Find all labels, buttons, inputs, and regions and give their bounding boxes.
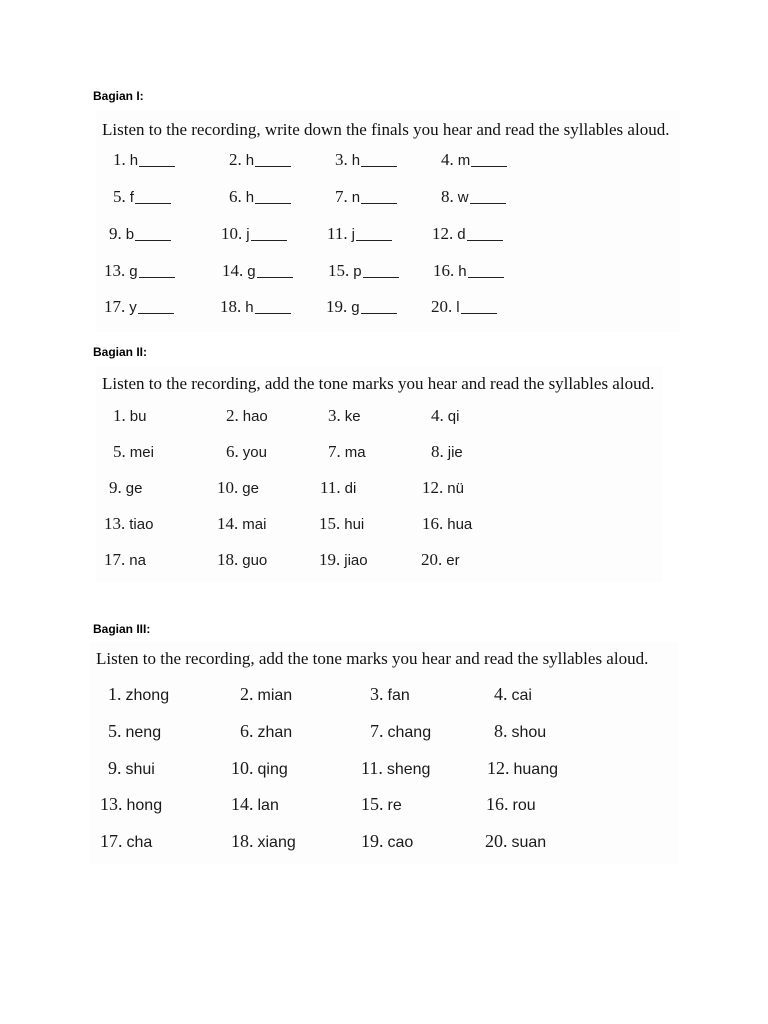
exercise-item bbox=[433, 261, 504, 281]
exercise-item bbox=[487, 758, 558, 779]
answer-blank[interactable] bbox=[257, 276, 293, 278]
exercise-item bbox=[485, 831, 546, 852]
exercise-item bbox=[361, 758, 430, 779]
item-syllable: ke bbox=[344, 408, 361, 425]
exercise-item bbox=[109, 224, 171, 244]
item-syllable: j bbox=[351, 226, 355, 243]
item-syllable: sheng bbox=[386, 761, 431, 778]
answer-blank[interactable] bbox=[361, 202, 397, 204]
answer-blank[interactable] bbox=[471, 165, 507, 167]
item-syllable: shou bbox=[511, 724, 547, 741]
exercise-item bbox=[431, 297, 497, 317]
item-number: 4. bbox=[441, 150, 454, 169]
answer-blank[interactable] bbox=[356, 239, 392, 241]
item-syllable: cao bbox=[387, 834, 414, 851]
exercise-item bbox=[319, 514, 364, 534]
exercise-item bbox=[220, 297, 291, 317]
item-number: 20. bbox=[485, 831, 508, 851]
exercise-item bbox=[441, 187, 506, 207]
exercise-item bbox=[100, 794, 162, 815]
item-syllable: m bbox=[457, 152, 471, 169]
item-syllable: mai bbox=[242, 516, 267, 533]
item-syllable: fan bbox=[387, 687, 410, 704]
item-syllable: qi bbox=[447, 408, 460, 425]
item-syllable: f bbox=[129, 189, 134, 206]
exercise-item bbox=[319, 550, 368, 570]
exercise-item bbox=[226, 406, 268, 426]
item-syllable: hui bbox=[344, 516, 365, 533]
exercise-item bbox=[240, 684, 292, 705]
answer-blank[interactable] bbox=[255, 202, 291, 204]
item-syllable: n bbox=[351, 189, 361, 206]
exercise-item bbox=[100, 831, 152, 852]
exercise-item bbox=[113, 442, 154, 462]
item-syllable: hua bbox=[447, 516, 473, 533]
item-syllable: tiao bbox=[129, 516, 154, 533]
exercise-item bbox=[113, 406, 146, 426]
item-number: 6. bbox=[229, 187, 242, 206]
exercise-row bbox=[0, 224, 768, 248]
item-number: 19. bbox=[326, 297, 348, 316]
item-syllable: guo bbox=[242, 552, 268, 569]
exercise-row bbox=[0, 478, 768, 502]
exercise-item bbox=[441, 150, 507, 170]
exercise-item bbox=[231, 794, 279, 815]
item-syllable: p bbox=[353, 263, 362, 280]
answer-blank[interactable] bbox=[467, 239, 503, 241]
exercise-item bbox=[217, 478, 259, 498]
item-number: 17. bbox=[104, 297, 126, 316]
item-number: 4. bbox=[494, 684, 508, 704]
exercise-row bbox=[0, 550, 768, 574]
item-syllable: cai bbox=[511, 687, 532, 704]
item-syllable: h bbox=[245, 189, 255, 206]
item-syllable: re bbox=[387, 797, 402, 814]
item-syllable: suan bbox=[511, 834, 547, 851]
exercise-item bbox=[109, 478, 142, 498]
item-syllable: b bbox=[125, 226, 135, 243]
item-syllable: cha bbox=[126, 834, 153, 851]
exercise-item bbox=[217, 514, 266, 534]
answer-blank[interactable] bbox=[461, 312, 497, 314]
exercise-item bbox=[370, 721, 431, 742]
item-number: 7. bbox=[335, 187, 348, 206]
exercise-row bbox=[0, 442, 768, 466]
item-syllable: bu bbox=[129, 408, 147, 425]
section-2-title: Bagian II: bbox=[93, 345, 148, 359]
item-number: 11. bbox=[361, 758, 383, 778]
item-number: 9. bbox=[109, 478, 122, 497]
exercise-item bbox=[335, 150, 397, 170]
item-number: 3. bbox=[335, 150, 348, 169]
exercise-item bbox=[226, 442, 267, 462]
item-number: 10. bbox=[231, 758, 254, 778]
exercise-item bbox=[108, 721, 161, 742]
exercise-item bbox=[328, 261, 399, 281]
item-syllable: huang bbox=[513, 761, 558, 778]
item-syllable: neng bbox=[125, 724, 162, 741]
exercise-row bbox=[0, 150, 768, 174]
exercise-row bbox=[0, 721, 768, 745]
exercise-item bbox=[326, 297, 397, 317]
exercise-item bbox=[361, 794, 402, 815]
exercise-item bbox=[494, 684, 532, 705]
exercise-item bbox=[328, 406, 361, 426]
item-syllable: nü bbox=[447, 480, 464, 497]
item-number: 12. bbox=[422, 478, 444, 497]
item-number: 10. bbox=[217, 478, 239, 497]
exercise-item bbox=[328, 442, 366, 462]
exercise-item bbox=[231, 758, 288, 779]
answer-blank[interactable] bbox=[255, 312, 291, 314]
exercise-item bbox=[229, 150, 291, 170]
item-syllable: h bbox=[129, 152, 139, 169]
exercise-row bbox=[0, 261, 768, 285]
item-number: 5. bbox=[113, 442, 126, 461]
item-syllable: w bbox=[457, 189, 469, 206]
exercise-item bbox=[422, 478, 464, 498]
exercise-item bbox=[327, 224, 392, 244]
exercise-item bbox=[104, 297, 174, 317]
item-syllable: lan bbox=[257, 797, 279, 814]
answer-blank[interactable] bbox=[361, 312, 397, 314]
answer-blank[interactable] bbox=[470, 202, 506, 204]
exercise-item bbox=[221, 224, 287, 244]
item-number: 14. bbox=[222, 261, 244, 280]
item-number: 3. bbox=[370, 684, 384, 704]
item-number: 16. bbox=[422, 514, 444, 533]
exercise-row bbox=[0, 794, 768, 818]
item-number: 20. bbox=[431, 297, 453, 316]
item-syllable: h bbox=[245, 152, 255, 169]
item-number: 8. bbox=[494, 721, 508, 741]
exercise-item bbox=[240, 721, 292, 742]
item-number: 1. bbox=[113, 150, 126, 169]
answer-blank[interactable] bbox=[139, 165, 175, 167]
item-syllable: shui bbox=[125, 761, 155, 778]
item-syllable: jie bbox=[447, 444, 463, 461]
exercise-item bbox=[113, 187, 171, 207]
exercise-item bbox=[108, 684, 169, 705]
item-number: 9. bbox=[108, 758, 122, 778]
item-syllable: hong bbox=[126, 797, 163, 814]
answer-blank[interactable] bbox=[135, 239, 171, 241]
item-number: 14. bbox=[231, 794, 254, 814]
answer-blank[interactable] bbox=[138, 312, 174, 314]
item-number: 19. bbox=[361, 831, 384, 851]
item-number: 5. bbox=[108, 721, 122, 741]
item-number: 13. bbox=[104, 514, 126, 533]
answer-blank[interactable] bbox=[468, 276, 504, 278]
item-number: 12. bbox=[432, 224, 454, 243]
item-number: 13. bbox=[104, 261, 126, 280]
item-number: 20. bbox=[421, 550, 443, 569]
item-number: 10. bbox=[221, 224, 243, 243]
item-number: 9. bbox=[109, 224, 122, 243]
item-syllable: qing bbox=[257, 761, 288, 778]
item-number: 8. bbox=[441, 187, 454, 206]
item-syllable: rou bbox=[512, 797, 536, 814]
exercise-item bbox=[104, 261, 175, 281]
item-number: 8. bbox=[431, 442, 444, 461]
item-number: 6. bbox=[226, 442, 239, 461]
item-syllable: d bbox=[457, 226, 466, 243]
exercise-item bbox=[431, 442, 463, 462]
item-syllable: hao bbox=[242, 408, 268, 425]
item-number: 5. bbox=[113, 187, 126, 206]
item-syllable: mian bbox=[257, 687, 293, 704]
item-number: 15. bbox=[361, 794, 384, 814]
item-number: 18. bbox=[231, 831, 254, 851]
item-syllable: zhong bbox=[125, 687, 170, 704]
item-syllable: ma bbox=[344, 444, 366, 461]
section-3-instruction: Listen to the recording, add the tone marks you hear and read the syllables aloud. bbox=[96, 649, 649, 668]
item-syllable: j bbox=[246, 226, 250, 243]
item-number: 2. bbox=[240, 684, 254, 704]
exercise-row bbox=[0, 514, 768, 538]
item-syllable: y bbox=[129, 299, 137, 316]
exercise-item bbox=[108, 758, 155, 779]
item-number: 2. bbox=[229, 150, 242, 169]
answer-blank[interactable] bbox=[361, 165, 397, 167]
exercise-row bbox=[0, 831, 768, 855]
exercise-item bbox=[421, 550, 460, 570]
item-number: 2. bbox=[226, 406, 239, 425]
item-syllable: xiang bbox=[257, 834, 296, 851]
exercise-item bbox=[113, 150, 175, 170]
item-syllable: h bbox=[245, 299, 254, 316]
exercise-row bbox=[0, 406, 768, 430]
exercise-item bbox=[361, 831, 413, 852]
item-syllable: jiao bbox=[344, 552, 368, 569]
item-number: 19. bbox=[319, 550, 341, 569]
section-1-instruction: Listen to the recording, write down the finals you hear and read the syllables aloud. bbox=[102, 120, 670, 139]
section-1-title: Bagian I: bbox=[93, 89, 144, 103]
exercise-item bbox=[222, 261, 293, 281]
item-number: 18. bbox=[217, 550, 239, 569]
item-syllable: chang bbox=[387, 724, 432, 741]
item-number: 14. bbox=[217, 514, 239, 533]
item-syllable: g bbox=[129, 263, 138, 280]
exercise-item bbox=[335, 187, 397, 207]
item-number: 16. bbox=[433, 261, 455, 280]
exercise-item bbox=[231, 831, 296, 852]
item-number: 17. bbox=[100, 831, 123, 851]
item-number: 11. bbox=[327, 224, 348, 243]
answer-blank[interactable] bbox=[135, 202, 171, 204]
item-syllable: ge bbox=[242, 480, 259, 497]
section-2-instruction: Listen to the recording, add the tone marks you hear and read the syllables aloud. bbox=[102, 374, 655, 393]
answer-blank[interactable] bbox=[255, 165, 291, 167]
item-number: 13. bbox=[100, 794, 123, 814]
exercise-row bbox=[0, 187, 768, 211]
exercise-item bbox=[217, 550, 267, 570]
exercise-item bbox=[431, 406, 459, 426]
item-number: 7. bbox=[328, 442, 341, 461]
answer-blank[interactable] bbox=[139, 276, 175, 278]
item-syllable: mei bbox=[129, 444, 154, 461]
exercise-item bbox=[494, 721, 546, 742]
exercise-item bbox=[104, 514, 153, 534]
item-number: 1. bbox=[108, 684, 122, 704]
item-number: 16. bbox=[486, 794, 509, 814]
exercise-item bbox=[320, 478, 356, 498]
exercise-item bbox=[229, 187, 291, 207]
item-number: 4. bbox=[431, 406, 444, 425]
item-syllable: di bbox=[344, 480, 357, 497]
section-3-title: Bagian III: bbox=[93, 622, 151, 636]
item-syllable: na bbox=[129, 552, 146, 569]
item-syllable: h bbox=[351, 152, 361, 169]
exercise-item bbox=[422, 514, 472, 534]
exercise-item bbox=[370, 684, 410, 705]
exercise-item bbox=[432, 224, 503, 244]
answer-blank[interactable] bbox=[363, 276, 399, 278]
item-syllable: g bbox=[351, 299, 360, 316]
item-number: 7. bbox=[370, 721, 384, 741]
item-number: 3. bbox=[328, 406, 341, 425]
item-number: 15. bbox=[319, 514, 341, 533]
item-number: 17. bbox=[104, 550, 126, 569]
answer-blank[interactable] bbox=[251, 239, 287, 241]
exercise-row bbox=[0, 297, 768, 321]
item-number: 11. bbox=[320, 478, 341, 497]
item-syllable: g bbox=[247, 263, 256, 280]
exercise-row bbox=[0, 758, 768, 782]
item-number: 15. bbox=[328, 261, 350, 280]
exercise-row bbox=[0, 684, 768, 708]
item-syllable: h bbox=[458, 263, 467, 280]
exercise-item bbox=[104, 550, 146, 570]
item-number: 18. bbox=[220, 297, 242, 316]
exercise-item bbox=[486, 794, 536, 815]
item-syllable: you bbox=[242, 444, 267, 461]
item-syllable: l bbox=[456, 299, 460, 316]
item-syllable: er bbox=[446, 552, 460, 569]
item-syllable: ge bbox=[125, 480, 143, 497]
item-number: 1. bbox=[113, 406, 126, 425]
item-number: 6. bbox=[240, 721, 254, 741]
item-number: 12. bbox=[487, 758, 510, 778]
item-syllable: zhan bbox=[257, 724, 293, 741]
